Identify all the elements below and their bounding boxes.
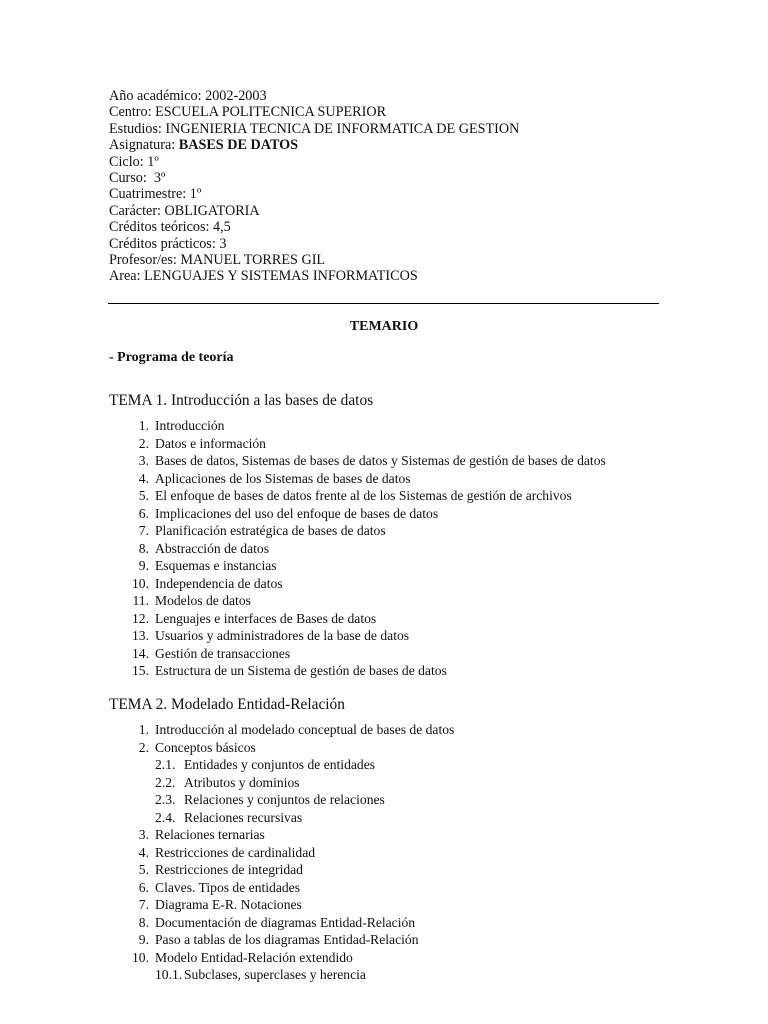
list-item-text: Planificación estratégica de bases de datos <box>155 523 386 538</box>
list-item-number: 6. <box>138 505 149 521</box>
list-item-number: 7. <box>138 523 149 538</box>
list-item-text: Datos e información <box>155 435 266 451</box>
list-item-text: Relaciones ternarias <box>155 827 265 842</box>
programa-teoria-heading: - Programa de teoría <box>109 350 234 365</box>
list-item-number: 7. <box>138 897 149 912</box>
list-item-number: 2. <box>138 435 149 451</box>
list-item-text: Introducción al modelado conceptual de bases de datos <box>155 722 455 737</box>
list-item-number: 10. <box>132 575 149 591</box>
list-item-number: 15. <box>132 663 149 678</box>
tema1-title: TEMA 1. Introducción a las bases de datos <box>109 392 374 409</box>
list-item-text: Conceptos básicos <box>155 739 256 755</box>
list-item-text: Subclases, superclases y herencia <box>184 967 366 982</box>
list-item-text: Paso a tablas de los diagramas Entidad-Relación <box>155 932 419 947</box>
list-item-text: Claves. Tipos de entidades <box>155 879 300 895</box>
list-item-number: 13. <box>132 628 149 643</box>
centro: Centro: ESCUELA POLITECNICA SUPERIOR <box>109 104 387 121</box>
list-item-text: Esquemas e instancias <box>155 558 277 573</box>
list-item-text: El enfoque de bases de datos frente al de los Sistemas de gestión de archivos <box>155 488 572 503</box>
profesor: Profesor/es: MANUEL TORRES GIL <box>109 252 326 269</box>
list-item-text: Aplicaciones de los Sistemas de bases de datos <box>155 470 411 486</box>
list-item-number: 4. <box>138 844 149 860</box>
list-item-number: 2.3. <box>155 792 176 807</box>
list-item-number: 6. <box>138 879 149 895</box>
list-item-number: 11. <box>132 593 149 608</box>
list-item-number: 9. <box>138 558 149 573</box>
area: Area: LENGUAJES Y SISTEMAS INFORMATICOS <box>109 268 418 285</box>
course-metadata <box>109 88 519 285</box>
list-item-number: 3. <box>138 827 149 842</box>
list-item-text: Bases de datos, Sistemas de bases de datos y Sistemas de gestión de bases de datos <box>155 453 606 468</box>
list-item-number: 5. <box>138 488 149 503</box>
list-item-text: Relaciones recursivas <box>184 809 303 825</box>
list-item-number: 14. <box>132 645 149 661</box>
list-item-text: Estructura de un Sistema de gestión de bases de datos <box>155 663 447 678</box>
list-item-number: 2. <box>138 739 149 755</box>
list-item-number: 8. <box>138 914 149 930</box>
list-item-text: Abstracción de datos <box>155 540 270 556</box>
list-item-number: 2.1. <box>155 757 176 772</box>
asignatura-value: BASES DE DATOS <box>178 137 299 154</box>
list-item-text: Documentación de diagramas Entidad-Relación <box>155 914 416 930</box>
cuatrimestre: Cuatrimestre: 1º <box>109 186 202 203</box>
list-item-number: 2.2. <box>155 774 176 790</box>
list-item-text: Modelos de datos <box>155 593 251 608</box>
list-item-text: Relaciones y conjuntos de relaciones <box>184 792 385 807</box>
list-item-text: Independencia de datos <box>155 575 283 591</box>
list-item-number: 10.1. <box>155 967 183 982</box>
list-item-text: Gestión de transacciones <box>155 645 291 661</box>
list-item-number: 12. <box>132 610 149 626</box>
list-item-text: Atributos y dominios <box>184 774 300 790</box>
list-item-number: 1. <box>138 418 149 433</box>
tema2-title: TEMA 2. Modelado Entidad-Relación <box>109 696 345 713</box>
asignatura <box>109 137 519 153</box>
creditos-teoricos: Créditos teóricos: 4,5 <box>109 219 231 236</box>
curso: Curso: 3º <box>109 170 166 187</box>
estudios: Estudios: INGENIERIA TECNICA DE INFORMATICA DE GESTION <box>109 120 520 137</box>
ciclo: Ciclo: 1º <box>109 153 159 170</box>
list-item-text: Restricciones de integridad <box>155 862 303 877</box>
temario-heading: TEMARIO <box>349 319 419 334</box>
list-item-number: 1. <box>138 722 149 737</box>
list-item-text: Usuarios y administradores de la base de datos <box>155 628 410 643</box>
list-item-text: Modelo Entidad-Relación extendido <box>155 949 353 965</box>
list-item-number: 9. <box>138 932 149 947</box>
creditos-practicos: Créditos prácticos: 3 <box>109 235 227 252</box>
horizontal-divider <box>108 303 659 304</box>
list-item-text: Lenguajes e interfaces de Bases de datos <box>155 610 377 626</box>
list-item-text: Restricciones de cardinalidad <box>155 844 316 860</box>
list-item-number: 10. <box>132 949 149 965</box>
list-item-text: Introducción <box>155 418 225 433</box>
asignatura-label: Asignatura: <box>109 137 179 154</box>
list-item-number: 5. <box>138 862 149 877</box>
list-item-number: 3. <box>138 453 149 468</box>
academic-year: Año académico: 2002-2003 <box>109 88 267 104</box>
list-item-text: Diagrama E-R. Notaciones <box>155 897 302 912</box>
list-item-text: Implicaciones del uso del enfoque de bases de datos <box>155 505 439 521</box>
list-item-number: 2.4. <box>155 809 176 825</box>
list-item-number: 4. <box>138 470 149 486</box>
list-item-text: Entidades y conjuntos de entidades <box>184 757 376 772</box>
list-item-number: 8. <box>138 540 149 556</box>
caracter: Carácter: OBLIGATORIA <box>109 202 260 219</box>
